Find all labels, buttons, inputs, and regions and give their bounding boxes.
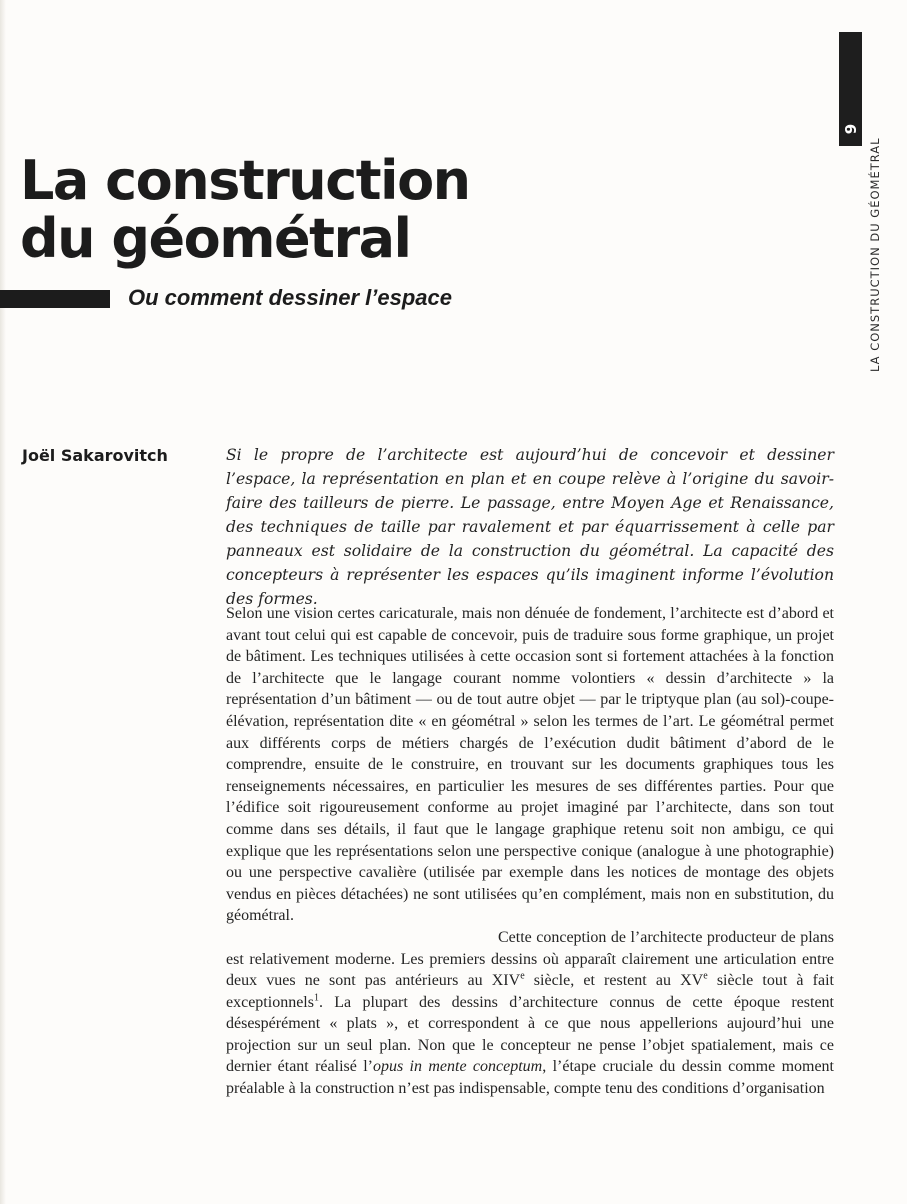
chapter-number: 9: [842, 123, 860, 135]
paragraph-2-text-2: siècle, et restent au XV: [524, 972, 704, 990]
footnote-reference: 1: [313, 992, 319, 1004]
paragraph-2-text-4: . La plupart des dessins d’architecture connus de cette époque restent désespérément « plats », et correspondent à ce que nous appellerions aujourd’hui une projection sur un seul plan. Non que le concepteur ne pense l’objet spatialement, mais ce dernier étant réalisé l’: [226, 993, 834, 1076]
paragraph-2-text-1: Cette conception de l’architecte producteur de plans est relativement moderne. Les premiers dessins où apparaît clairement une articulation entre deux vues ne sont pas antérieurs au XIV: [226, 928, 834, 990]
page-binding-edge: [0, 0, 6, 1204]
century-superscript-1: e: [520, 970, 525, 982]
author-name: Joël Sakarovitch: [22, 446, 168, 465]
paragraph-2-text-5: , l’étape cruciale du dessin comme moment préalable à la construction n’est pas indispensable, compte tenu des conditions d’organisation: [226, 1058, 835, 1098]
running-head: LA CONSTRUCTION DU GÉOMÉTRAL: [868, 137, 882, 372]
article-body: [226, 603, 834, 1100]
title-line-1: La construction: [20, 149, 470, 212]
body-paragraph-2: [226, 927, 834, 1100]
article-subtitle: Ou comment dessiner l’espace: [128, 285, 453, 310]
title-line-2: du géométral: [20, 207, 411, 270]
latin-phrase: opus in mente conceptum: [372, 1058, 543, 1076]
article-title: [20, 149, 470, 270]
abstract: Si le propre de l’architecte est aujourd’hui de concevoir et dessiner l’espace, la représentation en plan et en coupe relève à l’origine du savoir-faire des tailleurs de pierre. Le passage, entre Moyen Age et Renaissance, des techniques de taille par ravalement et par équarrissement à celle par panneaux est solidaire de la construction du géométral. La capacité des concepteurs à représenter les espaces qu’ils imaginent informe l’évolution des formes.: [226, 446, 834, 608]
body-paragraph-1: Selon une vision certes caricaturale, mais non dénuée de fondement, l’architecte est d’abord et avant tout celui qui est capable de concevoir, puis de traduire sous forme graphique, un projet de bâtiment. Les techniques utilisées à cette occasion sont si fortement attachées à la fonction de l’architecte que le langage courant nomme volontiers « dessin d’architecte » la représentation d’un bâtiment — ou de tout autre objet — par le triptyque plan (au sol)-coupe-élévation, représentation dite « en géométral » selon les termes de l’art. Le géométral permet aux différents corps de métiers chargés de l’exécution dudit bâtiment d’abord de le comprendre, ensuite de le construire, en trouvant sur les documents graphiques tous les renseignements nécessaires, en particulier les mesures de ses différentes parties. Pour que l’édifice soit rigoureusement conforme au projet imaginé par l’architecte, dans son tout comme dans ses détails, il faut que le langage graphique retenu soit non ambigu, ce qui explique que les représentations selon une perspective conique (analogue à une photographie) ou une perspective cavalière (utilisée par exemple dans les notices de montage des objets vendus en pièces détachées) ne sont utilisées qu’en complément, mais non en substitution, du géométral.: [226, 605, 834, 925]
century-superscript-2: e: [703, 970, 708, 982]
paragraph-2-text-3: siècle tout à fait exceptionnels: [226, 972, 834, 1011]
subtitle-bar: [0, 290, 110, 308]
